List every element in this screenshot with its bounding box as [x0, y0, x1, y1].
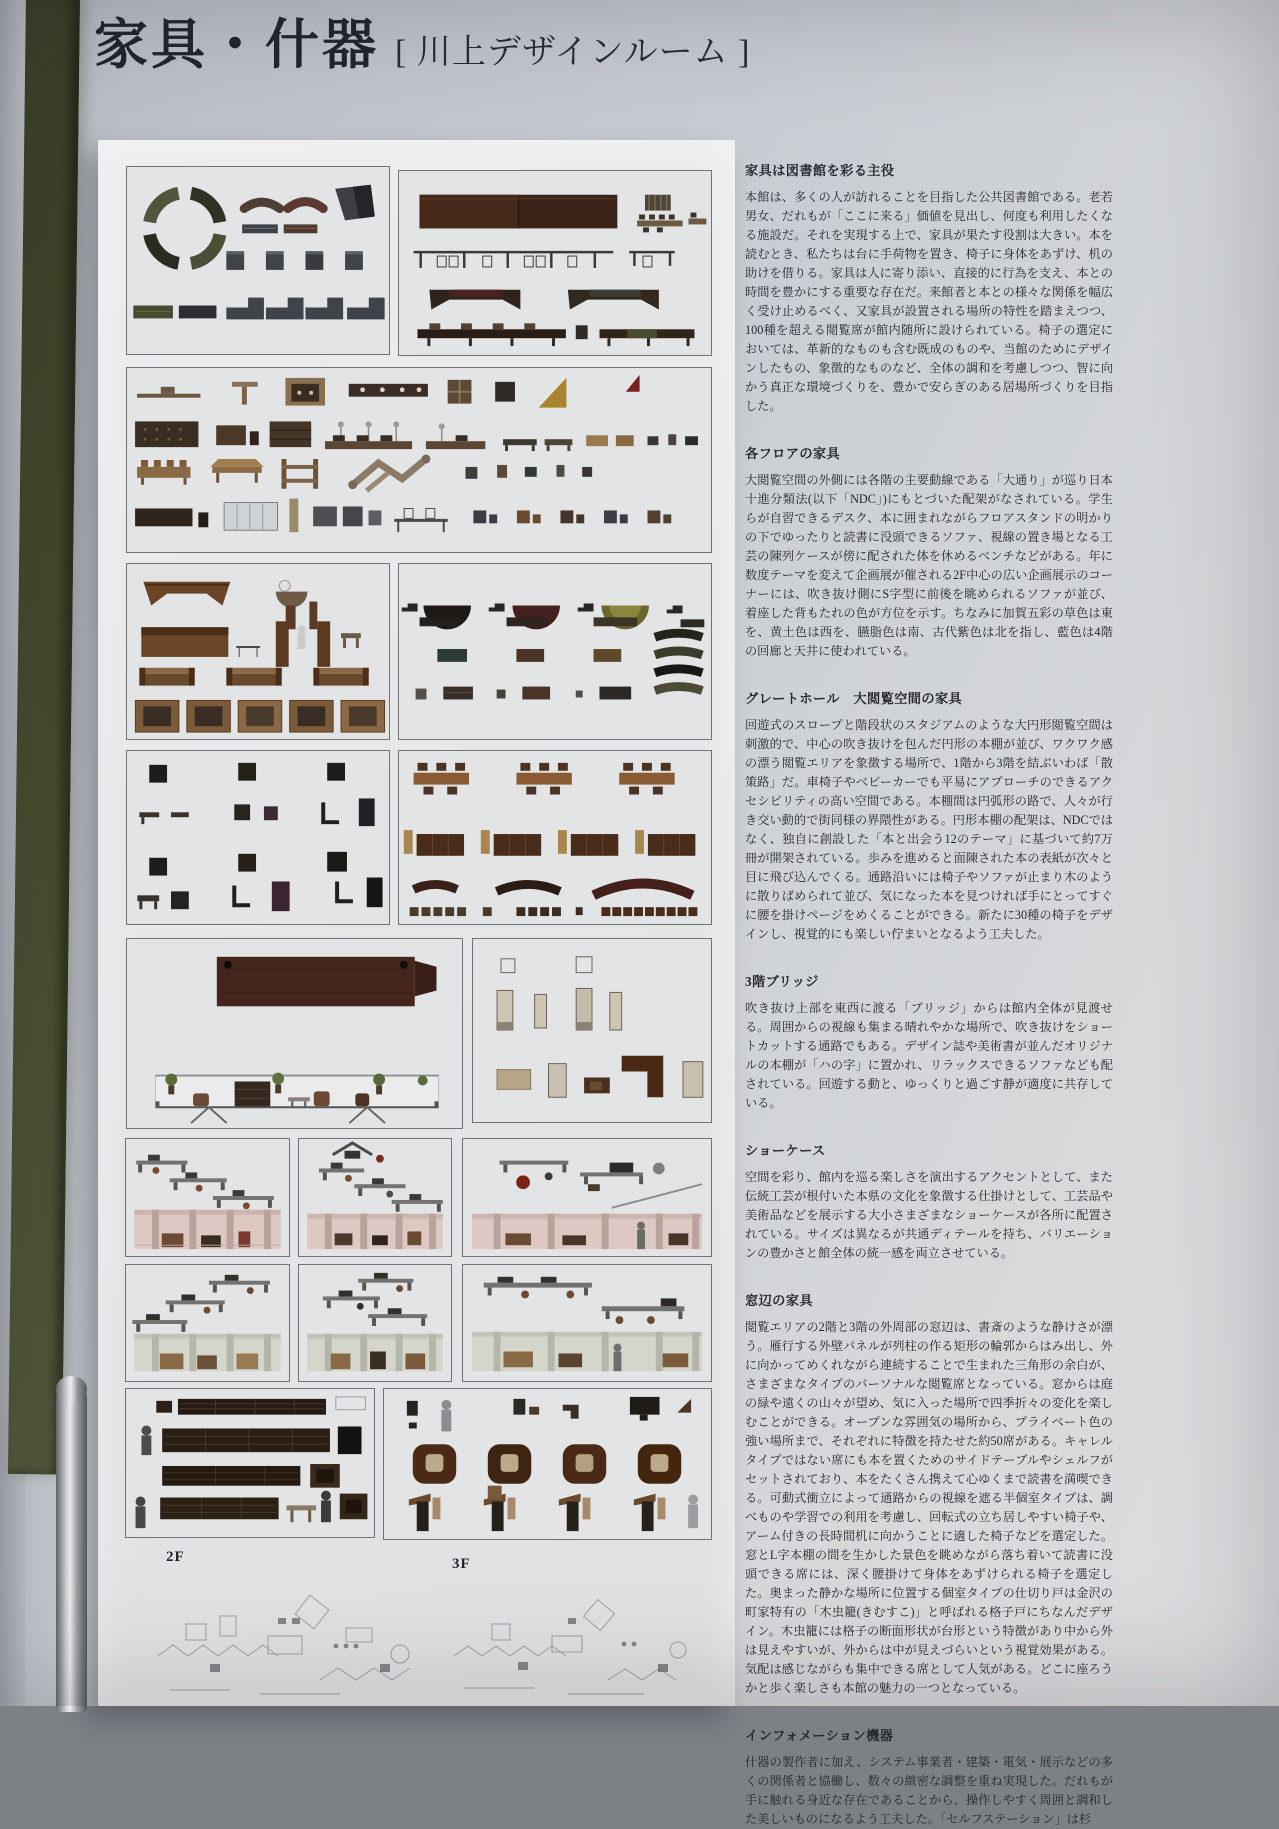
title-sub: [ 川上デザインルーム ]: [395, 34, 751, 71]
section-heading: インフォメーション機器: [745, 1728, 894, 1743]
text-column: [745, 160, 1113, 1826]
section-body: 閲覧エリアの2階と3階の外周部の窓辺は、書斎のような静けさが漂う。雁行する外壁パネルが列柱の作る矩形の輪郭からはみ出し、外に向かってめくれながら連続することで生まれた三角形の余白が、さまざまなタイプのパーソナルな閲覧席となっている。窓からは庭の緑や遠くの山々が望め、気に入った場所で四季折々の変化を楽しむことができる。オープンな雰囲気の場所から、プライベート色の強い場所まで、それぞれに特徴を持たせた約50席がある。キャレルタイプではない席にも本を置くためのサイドテーブルやシェルフがセットされており、本をたくさん携えて心ゆくまで読書を満喫できる。可動式衝立によって通路からの視線を遮る半個室タイプは、調べものや学習での利用を考慮し、回転式の立ち居しやすい椅子や、アーム付きの長時間机に向かうことに適した椅子などを選定した。窓とL字本棚の間を生かした景色を眺めながら落ち着いて読書に没頭できる席には、深く腰掛けて身体をあずけられる椅子を選定した。奥まった静かな場所に位置する個室タイプの仕切り戸は金沢の町家特有の「木虫籠(きむすこ)」と呼ばれる格子戸にちなんだデザイン。木虫籠には格子の断面形状が台形という特徴があり中から外は見えやすいが、外からは中が見えづらいという視覚効果がある。気配は感じながらも集中できる席として人気がある。どこに座ろうかと歩く楽しさも本館の魅力の一つとなっている。: [745, 1320, 1113, 1695]
title-main: 家具・什器: [94, 15, 379, 75]
furniture-box-showcases: [472, 938, 712, 1123]
furniture-box-window-seat-3f-b: [298, 1264, 452, 1382]
section-3f-bridge: [745, 971, 1113, 1113]
section-body: 什器の製作者に加え、システム事業者・建築・電気・展示などの多くの関係者と協働し、数々の緻密な調整を重ね実現した。だれもが手に触れる身近な存在であることから、操作しやすく周囲と調和した美しいものになるよう工夫した。「セルフステーション」は杉: [745, 1755, 1113, 1826]
furniture-box-counters-tables: [398, 170, 712, 356]
section-body: 大閲覧空間の外側には各階の主要動線である「大通り」が巡り日本十進分類法(以下「NDC」)にもとづいた配架がなされている。学生らが自習できるデスク、本に囲まれながらフロアスタンドの明かりの下でゆったりと読書に没頭できるソファ、視線の置き場となる工芸の陳列ケースが傍に配された体を休めるベンチなどがある。年に数度テーマを変えて企画展が催される2F中心の広い企画展示のコーナーには、吹き抜け側にS字型に前後を眺められるソファが並び、着座した背もたれの色が方位を示す。ちなみに加賀五彩の草色は東を、黄土色は西を、臙脂色は南、古代紫色は北を指し、藍色は4階の回廊と天井に使われている。: [745, 473, 1113, 658]
section-heading: グレートホール 大閲覧空間の家具: [745, 691, 963, 706]
section-body: 本館は、多くの人が訪れることを目指した公共図書館である。老若男女、だれもが「ここに来る」価値を見出し、何度も利用したくなる施設だ。それを実現する上で、家具が果たす役割は大きい。本を読むとき、私たちは台に手荷物を置き、椅子に身体をあずけ、机の助けを借りる。家具は人に寄り添い、直接的に行為を支え、本との時間を豊かにする重要な存在だ。来館者と本との様々な関係を幅広く受け止めるべく、又家具が設置される場所の特性を踏まえつつ、100種を超える閲覧席が館内随所に設けられている。椅子の選定においては、革新的なものも含む既成のものや、当館のためにデザインしたもの、象徴的なものなど、全体の調和を考慮しつつ、智に向かう真正な環境づくりを、豊かで安らぎのある居場所づくりを目指した。: [745, 190, 1113, 413]
floor-plan-2f: [150, 1594, 460, 1706]
furniture-box-carrel-desks: [126, 750, 390, 925]
section-information-devices: [745, 1725, 1113, 1829]
floor-label-3f: 3F: [452, 1556, 471, 1572]
furniture-box-window-seat-2f-a: [125, 1138, 290, 1257]
furniture-box-circular-benches: [126, 166, 390, 355]
furniture-box-service-counters: [126, 563, 390, 740]
furniture-diagram-panel: [98, 140, 735, 1706]
floor-label-2f: 2F: [166, 1549, 185, 1565]
stanchion-pole: [56, 1392, 87, 1712]
page-title: [94, 2, 750, 79]
furniture-box-curved-sofas: [398, 563, 712, 740]
furniture-box-bookshelf-elevations: [125, 1388, 375, 1538]
section-furniture-lead: [745, 160, 1113, 416]
section-window-furniture: [745, 1290, 1113, 1698]
section-heading: 各フロアの家具: [745, 446, 841, 461]
section-heading: 3階ブリッジ: [745, 974, 819, 989]
section-heading: ショーケース: [745, 1143, 826, 1158]
section-floor-furniture: [745, 443, 1113, 661]
section-showcase: [745, 1140, 1113, 1263]
section-body: 空間を彩り、館内を巡る楽しさを演出するアクセントとして、また伝統工芸が根付いた本県の文化を象徴する仕掛けとして、工芸品や美術品などを展示する大小さまざまなショーケースが各所に配置されている。サイズは異なるが共通ディテールを持ち、バリエーションの豊かさと館全体の統一感を両立させている。: [745, 1170, 1113, 1260]
section-heading: 窓辺の家具: [745, 1293, 813, 1308]
furniture-box-shelving-lamps-misc: [126, 367, 712, 553]
furniture-box-window-seat-2f-c: [462, 1138, 712, 1257]
floor-plan-3f: [448, 1598, 738, 1706]
furniture-box-information-kiosks: [383, 1388, 712, 1540]
furniture-box-bridge-counter: [126, 938, 463, 1129]
furniture-box-reading-tables: [398, 750, 712, 925]
section-heading: 家具は図書館を彩る主役: [745, 163, 895, 178]
section-body: 吹き抜け上部を東西に渡る「ブリッジ」からは館内全体が見渡せる。周囲からの視線も集まる晴れやかな場所で、吹き抜けをショートカットする通路でもある。デザイン誌や美術書が並んだオリジナルの本棚が「ハの字」に置かれ、リラックスできるソファなども配されている。回遊する動と、ゆっくりと過ごす静が適度に共存している。: [745, 1001, 1113, 1110]
section-great-hall: [745, 688, 1113, 944]
furniture-box-window-seat-3f-a: [125, 1264, 290, 1382]
section-body: 回遊式のスロープと階段状のスタジアムのような大円形閲覧空間は刺激的で、中心の吹き抜けを包んだ円形の本棚が並び、ワクワク感の漂う閲覧エリアを象徴する場所で、1階から3階を結ぶいわば「散策路」だ。車椅子やベビーカーでも平易にアプローチのできるアクセシビリティの高い空間である。本棚間は円弧形の路で、人々が行き交い動的で街同様の界隈性がある。円形本棚の配架は、NDCではなく、独自に創設した「本と出会う12のテーマ」に基づいて約7万冊が開架されている。歩みを進めると面陳された本の表紙が次々と目に飛び込んでくる。通路沿いには椅子やソファが止まり木のように散りばめられて並び、気になった本を見つければ手にとってすぐに腰を掛けページをめくることができる。新たに30種の椅子をデザインし、視覚的にも楽しい佇まいとなるよう工夫した。: [745, 718, 1113, 941]
furniture-box-window-seat-2f-b: [298, 1138, 452, 1257]
furniture-box-window-seat-3f-c: [462, 1264, 712, 1382]
